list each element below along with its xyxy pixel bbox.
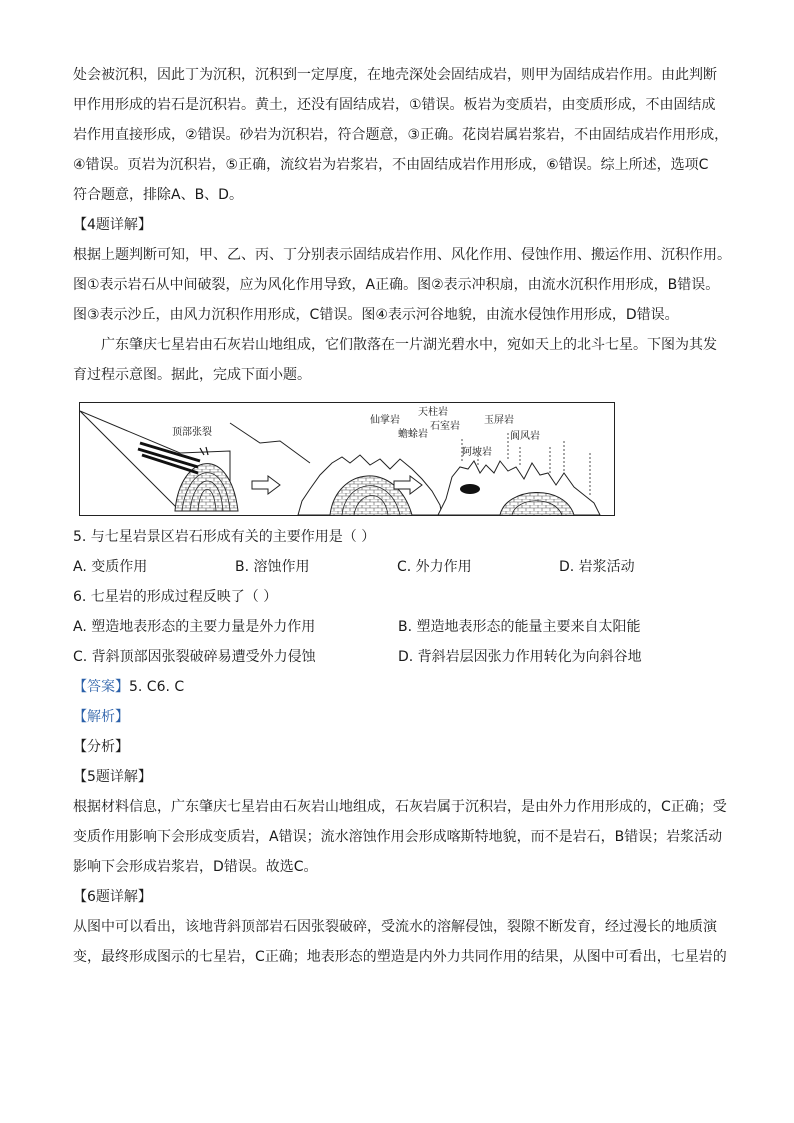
section-heading-q6: 【6题详解】 <box>73 889 152 905</box>
section-heading-q4: 【4题详解】 <box>73 217 152 233</box>
label-yuping: 玉屏岩 <box>484 415 514 426</box>
text-line: 从图中可以看出，该地背斜顶部岩石因张裂破碎，受流水的溶解侵蚀，裂隙不断发育，经过漫长的地质演 <box>73 919 717 935</box>
label-langfeng: 阆风岩 <box>510 431 540 442</box>
label-shishi: 石室岩 <box>430 421 460 432</box>
question-6-options-row1 <box>73 612 723 642</box>
question-intro: 育过程示意图。据此，完成下面小题。 <box>73 367 311 383</box>
document-page <box>73 60 731 972</box>
option-c: C. 外力作用 <box>397 559 472 575</box>
option-b: B. 溶蚀作用 <box>235 559 310 575</box>
answer-line <box>73 672 723 702</box>
answer-label: 【答案】 <box>73 679 129 695</box>
question-5-stem: 5. 与七星岩景区岩石形成有关的主要作用是（ ） <box>73 529 376 545</box>
text-line: 甲作用形成的岩石是沉积岩。黄土，还没有固结成岩，①错误。板岩为变质岩，由变质形成，不由固结成 <box>73 97 716 113</box>
text-line: ④错误。页岩为沉积岩，⑤正确，流纹岩为岩浆岩，不由固结成岩作用形成，⑥错误。综上所述，选项C <box>73 157 709 173</box>
question-6-stem: 6. 七星岩的形成过程反映了（ ） <box>73 589 278 605</box>
figure-drawing <box>80 403 614 515</box>
fenxi-label: 【分析】 <box>73 739 129 755</box>
text-line: 根据材料信息，广东肇庆七星岩由石灰岩山地组成，石灰岩属于沉积岩，是由外力作用形成的，C正确；受 <box>73 799 727 815</box>
section-heading-q5: 【5题详解】 <box>73 769 152 785</box>
text-line: 处会被沉积，因此丁为沉积，沉积到一定厚度，在地壳深处会固结成岩，则甲为固结成岩作用。由此判断 <box>73 67 717 83</box>
option-d: D. 岩浆活动 <box>559 559 635 575</box>
question-intro: 广东肇庆七星岩由石灰岩山地组成，它们散落在一片湖光碧水中，宛如天上的北斗七星。下图为其发 <box>101 337 717 353</box>
stage-1-anticline <box>80 411 238 511</box>
option-c: C. 背斜顶部因张裂破碎易遭受外力侵蚀 <box>73 649 316 665</box>
question-6-options-row2 <box>73 642 723 672</box>
text-line: 变，最终形成图示的七星岩，C正确；地表形态的塑造是内外力共同作用的结果，从图中可看出，七星岩的 <box>73 949 727 965</box>
text-line: 岩作用直接形成，②错误。砂岩为沉积岩，符合题意，③正确。花岗岩属岩浆岩，不由固结成岩作用形成， <box>73 127 729 143</box>
text-line: 变质作用影响下会形成变质岩，A错误；流水溶蚀作用会形成喀斯特地貌，而不是岩石，B错误；岩浆活动 <box>73 829 723 845</box>
arrow-icon <box>252 476 280 494</box>
text-line: 符合题意，排除A、B、D。 <box>73 187 243 203</box>
question-5-options <box>73 552 723 582</box>
analysis-label: 【解析】 <box>73 709 129 725</box>
text-line: 影响下会形成岩浆岩，D错误。故选C。 <box>73 859 318 875</box>
label-tianzhu: 天柱岩 <box>418 407 448 418</box>
label-chanchu: 蟾蜍岩 <box>398 429 428 440</box>
label-crack: 顶部张裂 <box>172 427 212 438</box>
stage-3-seven-peaks <box>438 433 600 515</box>
option-a: A. 塑造地表形态的主要力量是外力作用 <box>73 619 316 635</box>
text-line: 根据上题判断可知，甲、乙、丙、丁分别表示固结成岩作用、风化作用、侵蚀作用、搬运作用、沉积作用。 <box>73 247 731 263</box>
label-apo: 阿坡岩 <box>462 447 492 458</box>
label-xianzhang: 仙掌岩 <box>370 415 400 426</box>
option-b: B. 塑造地表形态的能量主要来自太阳能 <box>398 619 641 635</box>
option-a: A. 变质作用 <box>73 559 148 575</box>
option-d: D. 背斜岩层因张力作用转化为向斜谷地 <box>398 649 642 665</box>
answer-text: 5. C6. C <box>129 679 185 695</box>
text-line: 图③表示沙丘，由风力沉积作用形成，C错误。图④表示河谷地貌，由流水侵蚀作用形成，D错误。 <box>73 307 679 323</box>
text-line: 图①表示岩石从中间破裂，应为风化作用导致，A正确。图②表示冲积扇，由流水沉积作用形成，B错误。 <box>73 277 720 293</box>
qixingyan-development-figure <box>79 402 615 516</box>
